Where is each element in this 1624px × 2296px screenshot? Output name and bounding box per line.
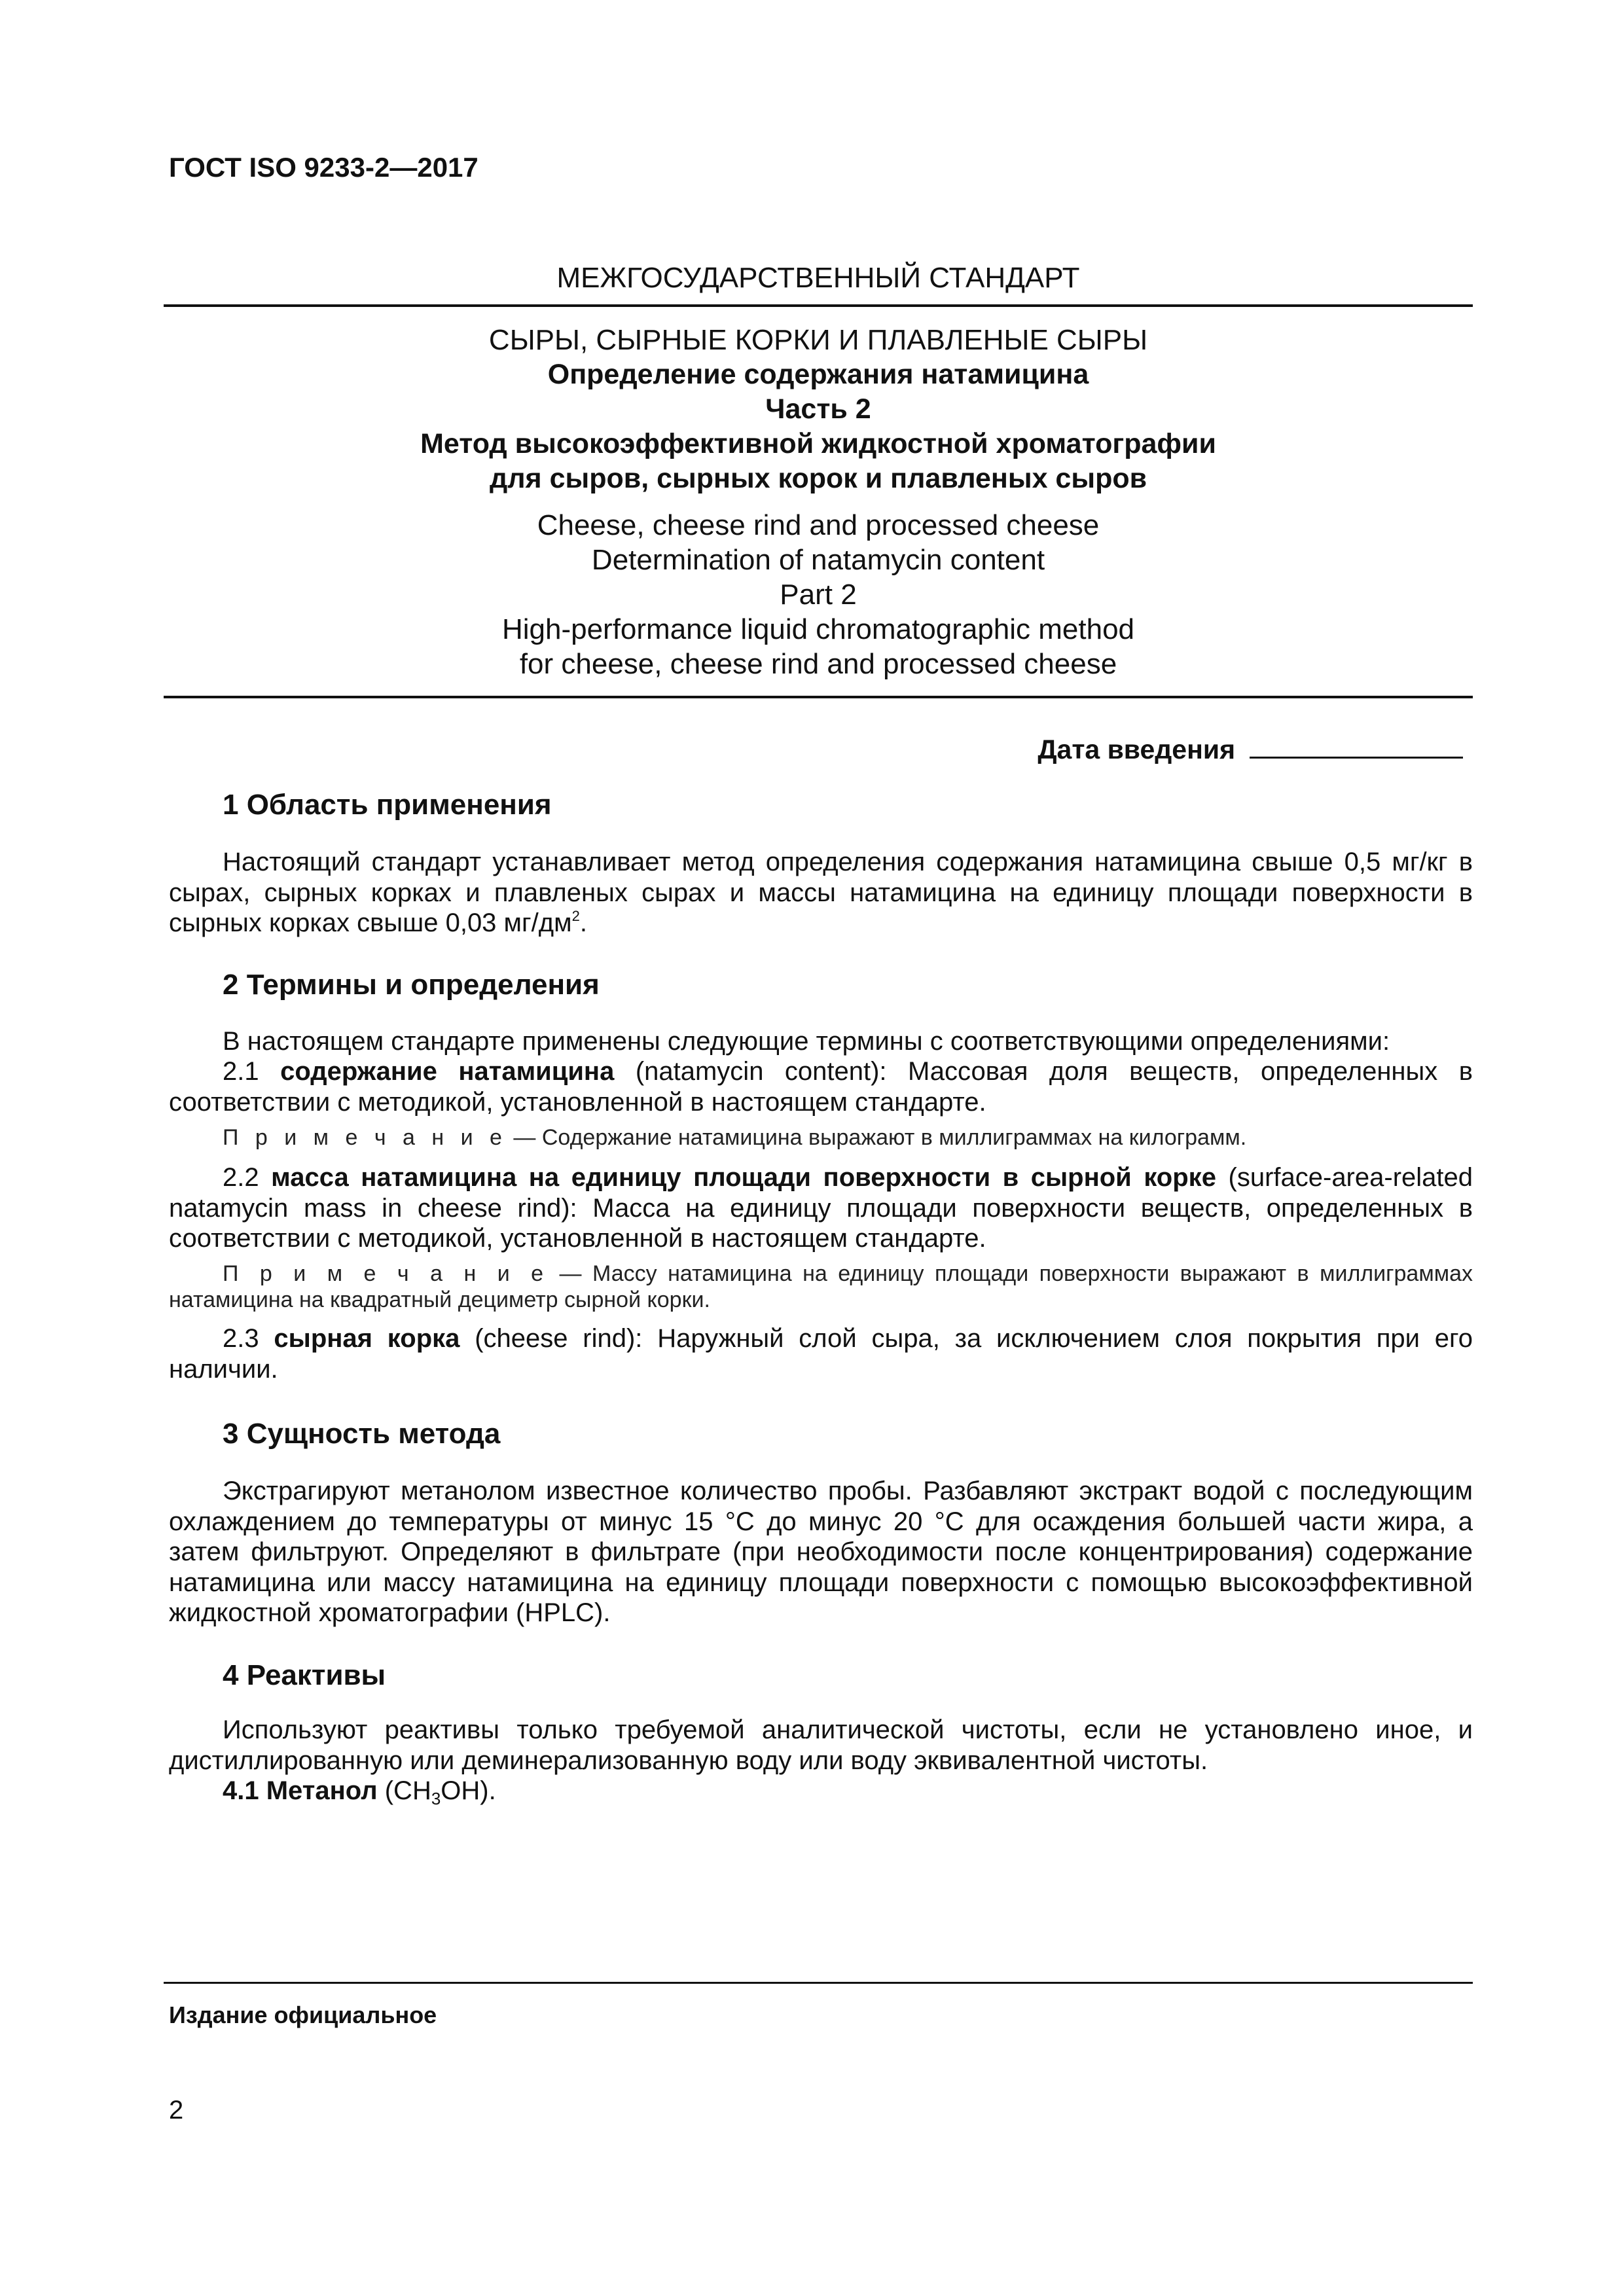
term-2-1-term: содержание натамицина — [280, 1057, 615, 1086]
reagent-4-1: 4.1 Метанол $(CH_3OH)$. — [223, 1776, 496, 1808]
title-ru-block — [164, 323, 1473, 496]
title-top-rule — [164, 304, 1473, 307]
term-2-1: 2.1 содержание натамицина (natamycin content): Массовая доля веществ, определенных в соответствии с методикой, установленной в настоящем стандарте. — [169, 1057, 1473, 1117]
section-2-heading: 2 Термины и определения — [223, 969, 600, 1001]
reagent-4-1-term: 4.1 Метанол — [223, 1776, 378, 1805]
term-2-2-term: масса натамицина на единицу площади поверхности в сырной корке — [271, 1163, 1216, 1192]
note-2: П р и м е ч а н и е — Массу натамицина на единицу площади поверхности выражают в миллиграммах натамицина на квадратный дециметр сырной корки. — [169, 1261, 1473, 1312]
section-1-heading: 1 Область применения — [223, 789, 552, 821]
title-ru-line-1: СЫРЫ, СЫРНЫЕ КОРКИ И ПЛАВЛЕНЫЕ СЫРЫ — [488, 324, 1148, 356]
title-bottom-rule — [164, 696, 1473, 698]
introduction-date-label: Дата введения — [1038, 734, 1235, 764]
section-4-text: Используют реактивы только требуемой аналитической чистоты, если не установлено иное, и дистиллированную или деминерализованную воду или воду эквивалентной чистоты. — [169, 1715, 1473, 1775]
page-number: 2 — [169, 2096, 184, 2125]
standard-type-heading: МЕЖГОСУДАРСТВЕННЫЙ СТАНДАРТ — [556, 262, 1080, 294]
section-1-superscript: 2 — [571, 908, 580, 924]
title-ru-line-2: Определение содержания натамицина — [547, 359, 1089, 390]
title-en-block — [164, 508, 1473, 681]
term-2-3-term: сырная корка — [274, 1324, 460, 1353]
title-ru-line-3: Часть 2 — [765, 393, 871, 425]
introduction-date-blank — [1250, 730, 1463, 759]
title-en-line-2: Determination of natamycin content — [591, 544, 1045, 576]
title-en-line-5: for cheese, cheese rind and processed cheese — [519, 648, 1117, 680]
section-3-text: Экстрагируют метанолом известное количество пробы. Разбавляют экстракт водой с последующим охлаждением до температуры от минус 15 °С до минус 20 °С для осаждения большей части жира, а затем фильтруют. Определяют в фильтрате (при необходимости после концентрирования) содержание натамицина или массу натамицина на единицу площади поверхности с помощью высокоэффективной жидкостной хроматографии (HPLC). — [169, 1477, 1473, 1627]
section-1-text: Настоящий стандарт устанавливает метод определения содержания натамицина свыше 0,5 мг/кг в сырах, сырных корках и плавленых сырах и массы натамицина на единицу площади поверхности в сырных корках свыше 0,03 $мг/дм^2$. — [169, 848, 1473, 937]
title-en-line-3: Part 2 — [780, 579, 857, 611]
section-3-heading: 3 Сущность метода — [223, 1418, 501, 1450]
title-en-line-1: Cheese, cheese rind and processed cheese — [537, 509, 1100, 541]
note-1: П р и м е ч а н и е — Содержание натамицина выражают в миллиграммах на килограмм. — [223, 1125, 1247, 1150]
section-4-heading: 4 Реактивы — [223, 1659, 386, 1691]
term-2-3: 2.3 сырная корка (cheese rind): Наружный слой сыра, за исключением слоя покрытия при его наличии. — [169, 1324, 1473, 1384]
title-ru-line-4: Метод высокоэффективной жидкостной хроматографии — [420, 428, 1216, 459]
term-2-2: 2.2 масса натамицина на единицу площади поверхности в сырной корке (surface-area-related natamycin mass in cheese rind): Масса на единицу площади поверхности веществ, определенных в соответствии с методикой, установленной в настоящем стандарте. — [169, 1163, 1473, 1253]
footer-rule — [164, 1982, 1473, 1984]
section-2-intro: В настоящем стандарте применены следующие термины с соответствующими определениями: — [223, 1027, 1390, 1056]
document-number: ГОСТ ISO 9233-2—2017 — [169, 152, 478, 183]
reagent-4-1-subscript: 3 — [431, 1789, 441, 1808]
official-edition-label: Издание официальное — [169, 2001, 437, 2028]
introduction-date — [1038, 730, 1463, 765]
title-ru-line-5: для сыров, сырных корок и плавленых сыров — [489, 463, 1147, 494]
title-en-line-4: High-performance liquid chromatographic method — [501, 613, 1135, 645]
